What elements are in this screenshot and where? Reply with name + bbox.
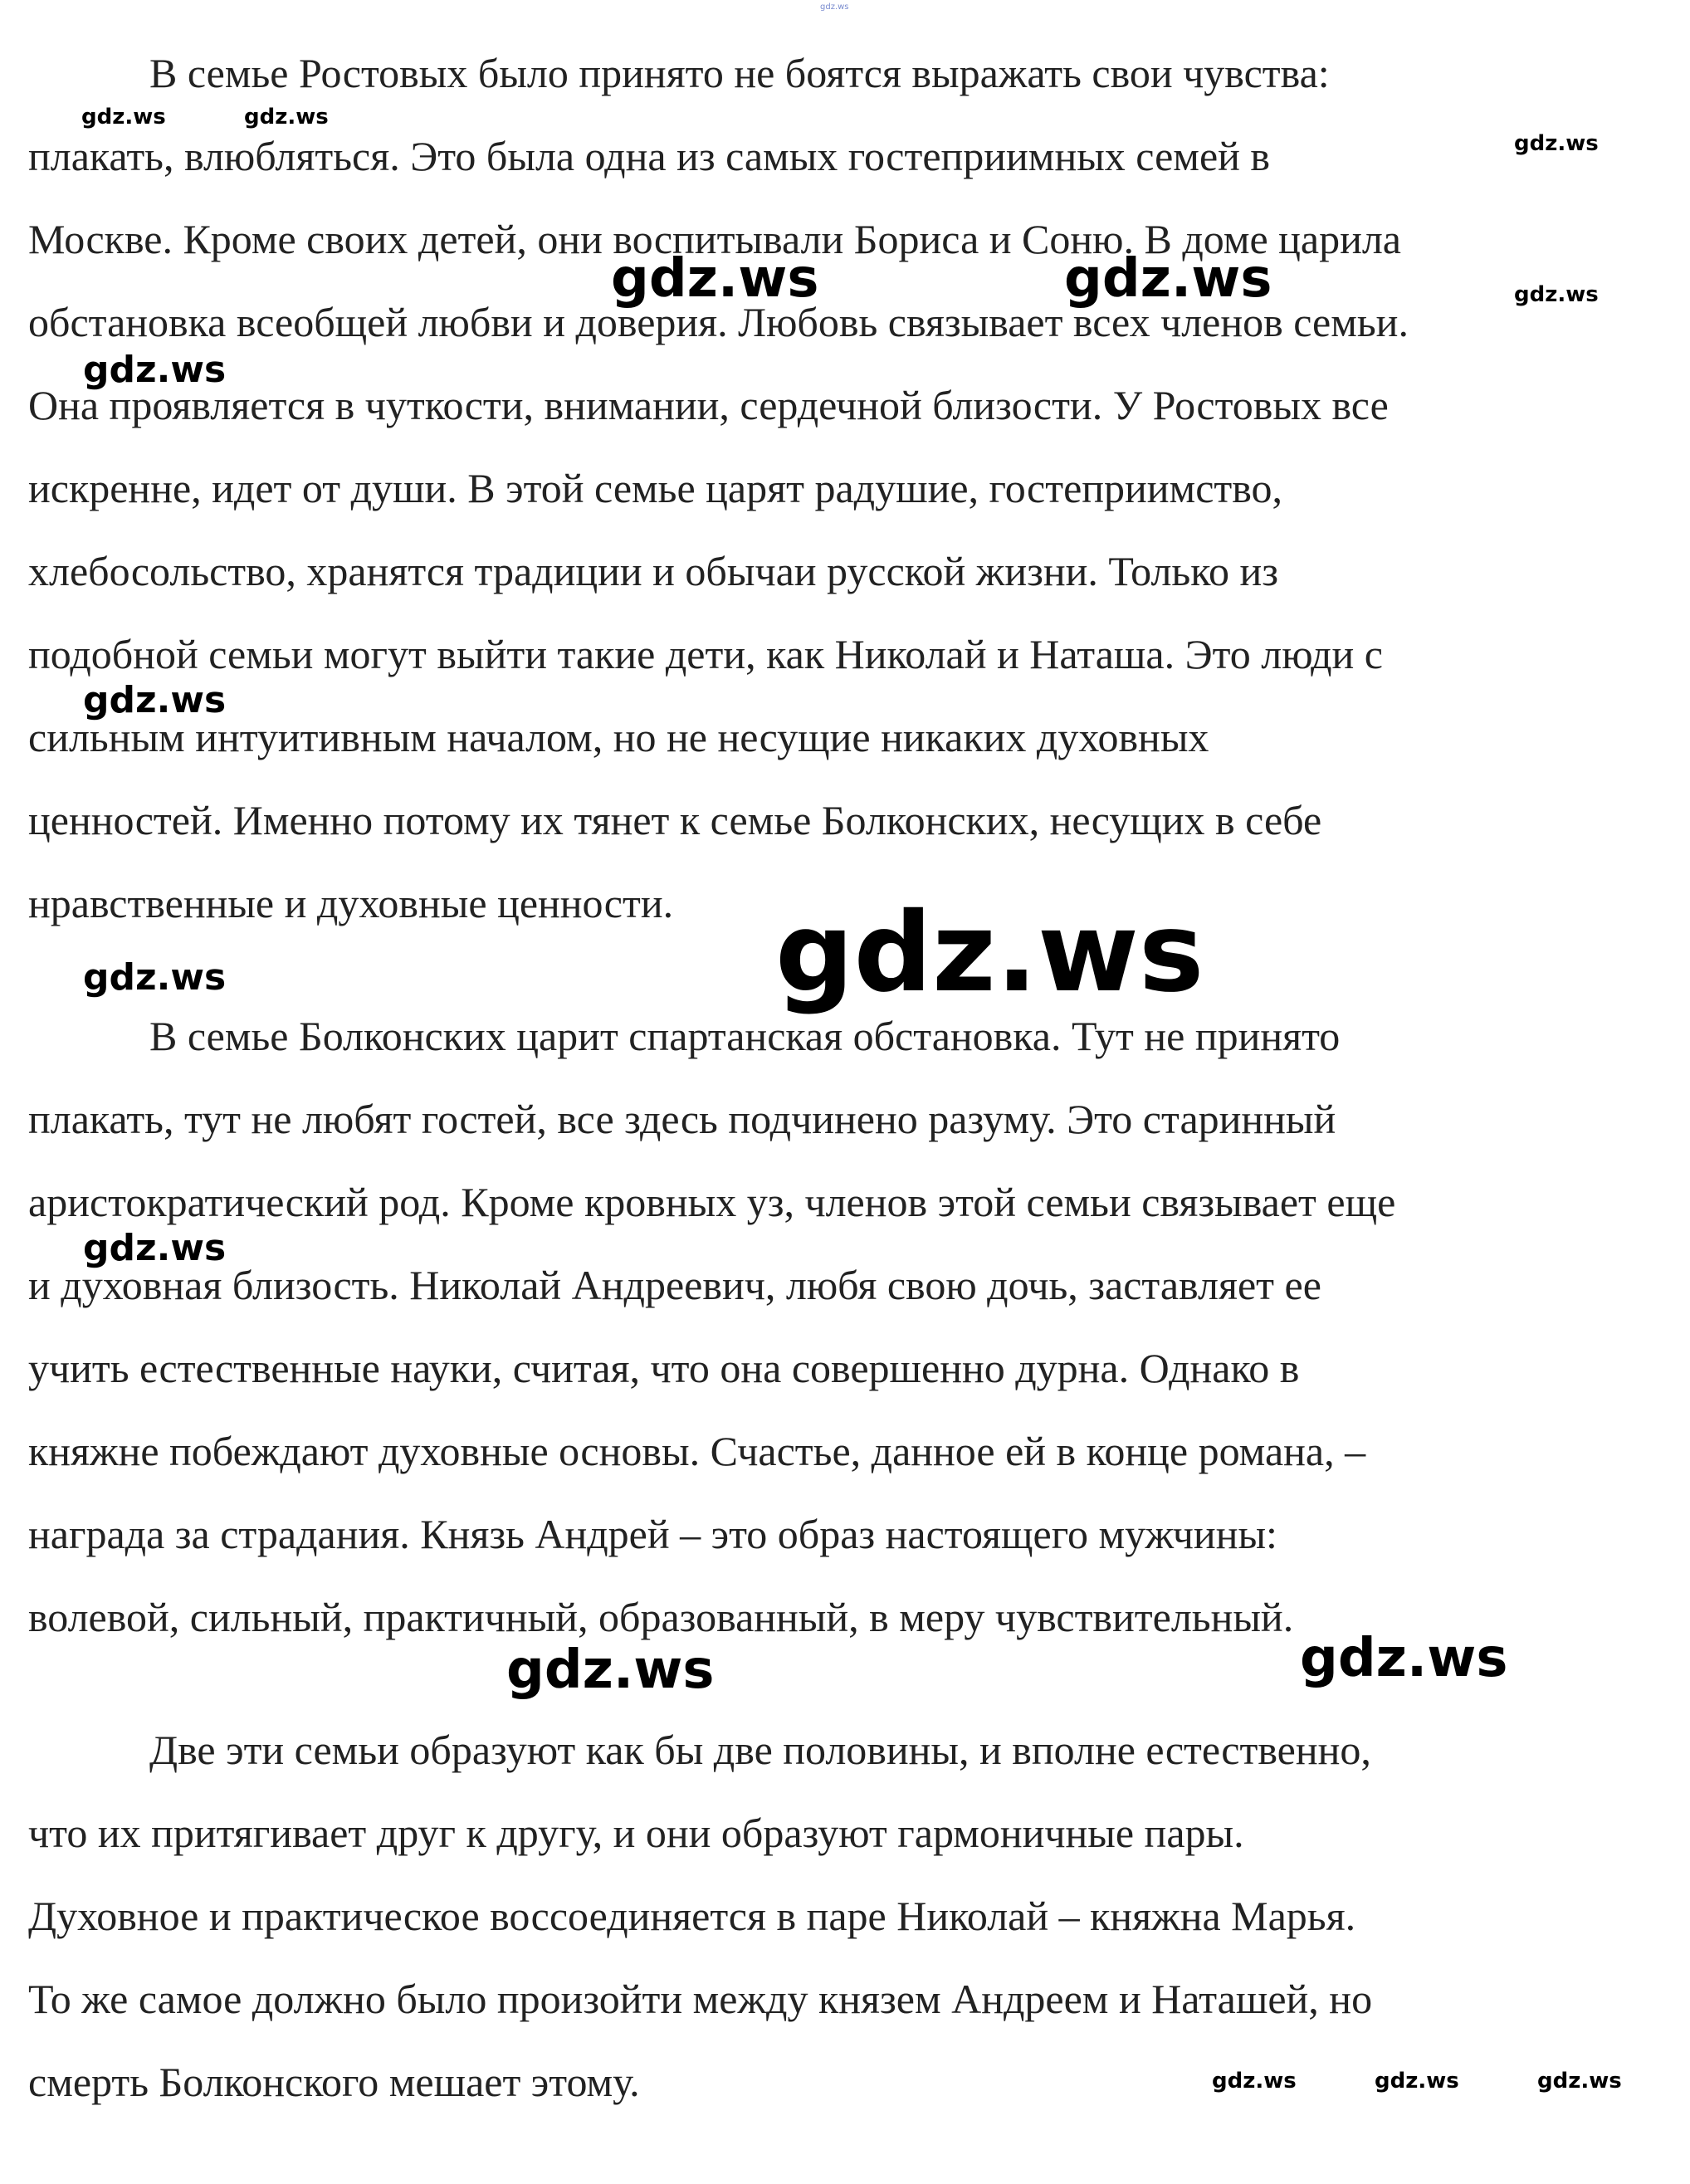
watermark: gdz.ws	[83, 956, 227, 999]
text-line: нравственные и духовные ценности.	[28, 880, 674, 926]
paragraph-rostovs	[28, 32, 1655, 945]
watermark: gdz.ws	[81, 105, 166, 129]
watermark: gdz.ws	[506, 1639, 715, 1701]
text-line: В семье Ростовых было принято не боятся выражать свои чувства:	[149, 50, 1330, 96]
watermark: gdz.ws	[1514, 282, 1599, 307]
text-line: что их притягивает друг к другу, и они образуют гармоничные пары.	[28, 1810, 1244, 1856]
text-line: В семье Болконских царит спартанская обстановка. Тут не принято	[149, 1013, 1341, 1059]
text-line: сильным интуитивным началом, но не несущие никаких духовных	[28, 714, 1209, 760]
text-line: Две эти семьи образуют как бы две половины, и вполне естественно,	[149, 1727, 1371, 1773]
watermark: gdz.ws	[1375, 2069, 1459, 2094]
text-line: искренне, идет от души. В этой семье царят радушие, гостеприимство,	[28, 465, 1283, 511]
text-line: Она проявляется в чуткости, внимании, сердечной близости. У Ростовых все	[28, 382, 1389, 428]
text-line: ценностей. Именно потому их тянет к семье Болконских, несущих в себе	[28, 797, 1322, 843]
text-line: обстановка всеобщей любви и доверия. Любовь связывает всех членов семьи.	[28, 299, 1409, 345]
watermark: gdz.ws	[1514, 131, 1599, 156]
text-line: плакать, влюбляться. Это была одна из самых гостеприимных семей в	[28, 133, 1270, 179]
watermark: gdz.ws	[83, 349, 227, 391]
text-line: То же самое должно было произойти между князем Андреем и Наташей, но	[28, 1976, 1373, 2022]
watermark: gdz.ws	[1300, 1628, 1508, 1689]
text-line: плакать, тут не любят гостей, все здесь подчинено разуму. Это старинный	[28, 1096, 1336, 1142]
text-line: подобной семьи могут выйти такие дети, как Николай и Наташа. Это люди с	[28, 631, 1383, 677]
watermark: gdz.ws	[820, 2, 849, 12]
watermark: gdz.ws	[83, 679, 227, 721]
text-line: Москве. Кроме своих детей, они воспитывали Бориса и Соню. В доме царила	[28, 216, 1402, 262]
paragraph-families	[28, 1708, 1655, 2123]
paragraph-bolkonskys	[28, 994, 1655, 1659]
text-line: аристократический род. Кроме кровных уз, членов этой семьи связывает еще	[28, 1179, 1396, 1225]
watermark: gdz.ws	[611, 248, 819, 310]
text-line: учить естественные науки, считая, что она совершенно дурна. Однако в	[28, 1345, 1300, 1391]
text-line: волевой, сильный, практичный, образованный, в меру чувствительный.	[28, 1594, 1294, 1640]
text-line: Духовное и практическое воссоединяется в паре Николай – княжна Марья.	[28, 1893, 1356, 1939]
watermark: gdz.ws	[1212, 2069, 1297, 2094]
text-line: хлебосольство, хранятся традиции и обычаи русской жизни. Только из	[28, 548, 1278, 594]
text-line: княжне побеждают духовные основы. Счастье, данное ей в конце романа, –	[28, 1428, 1366, 1474]
watermark: gdz.ws	[1064, 248, 1272, 310]
watermark: gdz.ws	[775, 889, 1204, 1017]
text-line: смерть Болконского мешает этому.	[28, 2059, 640, 2105]
text-line: награда за страдания. Князь Андрей – это образ настоящего мужчины:	[28, 1511, 1277, 1557]
watermark: gdz.ws	[83, 1227, 227, 1269]
watermark: gdz.ws	[244, 105, 329, 129]
watermark: gdz.ws	[1537, 2069, 1622, 2094]
text-line: и духовная близость. Николай Андреевич, любя свою дочь, заставляет ее	[28, 1262, 1321, 1308]
